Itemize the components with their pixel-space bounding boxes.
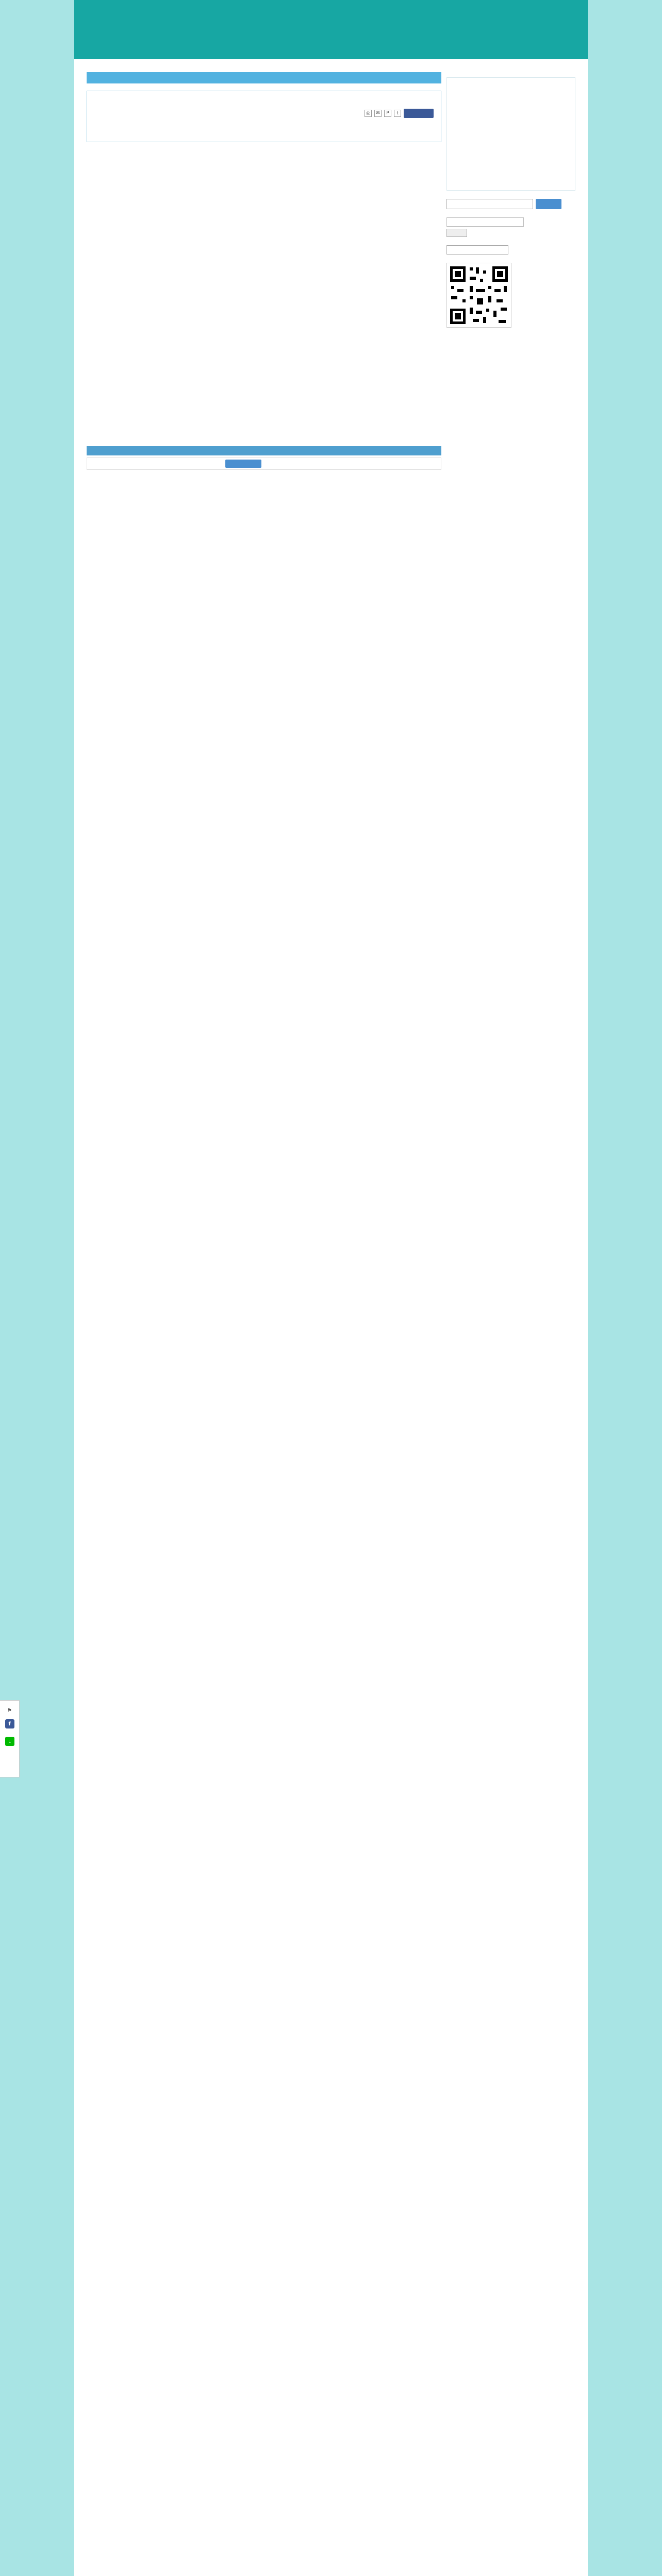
- qr-code: [446, 263, 511, 328]
- floating-share-bar: [0, 1700, 20, 1777]
- site-search-button[interactable]: [446, 229, 467, 237]
- mail-icon[interactable]: ✉: [374, 110, 382, 117]
- plurk-icon[interactable]: P: [384, 110, 391, 117]
- facebook-like-button[interactable]: [404, 109, 434, 118]
- print-icon[interactable]: ⎙: [365, 110, 372, 117]
- line-share-button[interactable]: L: [5, 1737, 14, 1746]
- search-row: [446, 199, 582, 209]
- page-wrapper: [74, 0, 588, 2576]
- comments-toolbar: [87, 457, 441, 470]
- main-content: [87, 72, 441, 116]
- sidebar: [446, 72, 582, 328]
- recommendations: [91, 243, 437, 377]
- search-input[interactable]: [446, 199, 533, 209]
- post-tools: [365, 109, 434, 118]
- twitter-icon[interactable]: t: [394, 110, 401, 117]
- archive-select[interactable]: [446, 245, 508, 255]
- top-blue-bar: [87, 72, 441, 83]
- calendar: [446, 77, 575, 191]
- facebook-share-button[interactable]: f: [5, 1719, 14, 1728]
- bookmark-icon[interactable]: ⚑: [7, 1707, 12, 1714]
- post-header: [87, 91, 441, 142]
- header-links: [568, 52, 578, 59]
- site-search-input[interactable]: [446, 217, 524, 227]
- site-header: [74, 0, 588, 59]
- post-comment-button[interactable]: [225, 460, 261, 468]
- comments-title-bar: [87, 446, 441, 455]
- search-button[interactable]: [536, 199, 561, 209]
